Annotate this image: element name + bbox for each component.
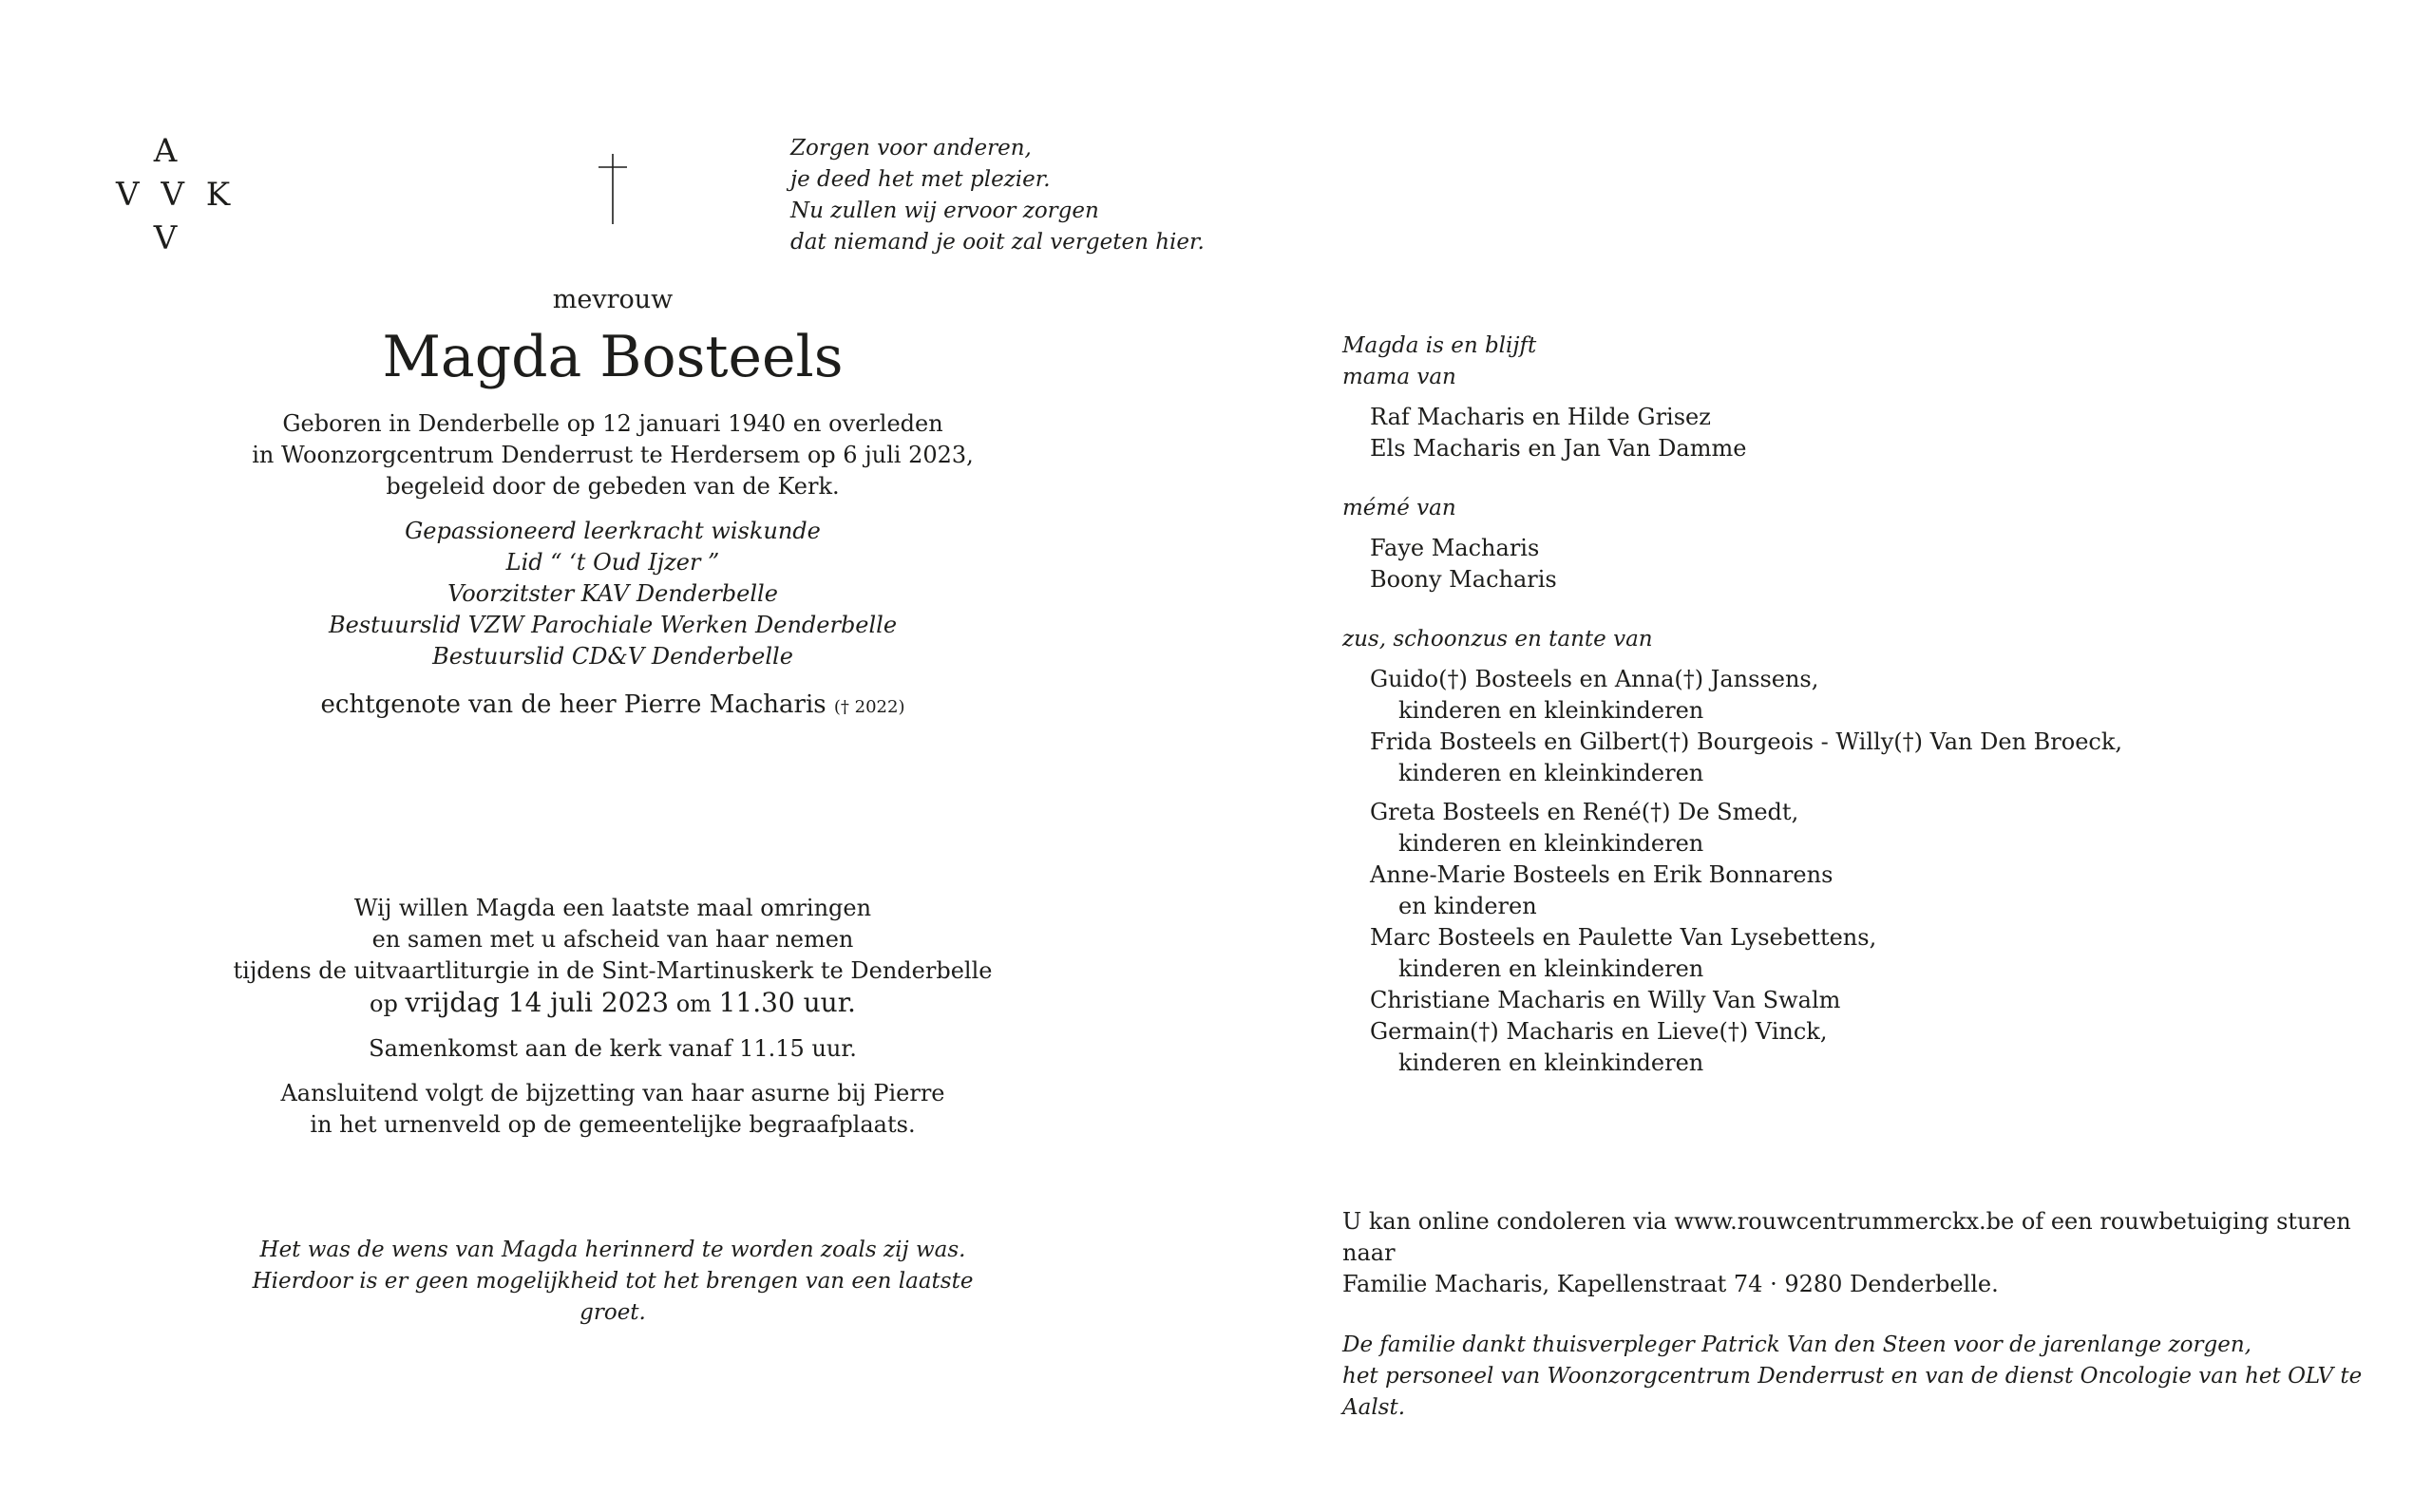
role-item: Lid “ ‘t Oud Ijzer ” [505,549,720,576]
siblings-heading: zus, schoonzus en tante van [1342,627,1653,652]
condolence-line [1342,1206,2406,1269]
birth-line: begeleid door de gebeden van de Kerk. [386,473,840,500]
sibling-item [1370,860,2397,922]
burial-text [228,1078,998,1141]
monogram-line-2: V V K [116,176,237,214]
poem [790,133,1205,258]
burial-line: Aansluitend volgt de bijzetting van haar asurne bij Pierre [280,1080,945,1106]
sibling-item [1370,664,2397,727]
role-item: Voorzitster KAV Denderbelle [447,580,778,607]
poem-line: Zorgen voor anderen, [790,136,1032,161]
burial-line: in het urnenveld op de gemeentelijke begraafplaats. [310,1111,916,1138]
wish-line: Hierdoor is er geen mogelijkheid tot het brengen van een laatste groet. [252,1269,974,1325]
role-item: Gepassioneerd leerkracht wiskunde [405,518,821,544]
date-prefix: op [370,991,398,1017]
condolence-suffix: of een rouwbetuiging sturen naar [1342,1208,2351,1266]
role-item: Bestuurslid VZW Parochiale Werken Denderbelle [328,612,898,638]
poem-line: Nu zullen wij ervoor zorgen [790,198,1099,223]
ceremony-section [228,893,998,1141]
sibling-sub: kinderen en kleinkinderen [1398,697,1704,724]
spouse-death-note: († 2022) [833,697,905,717]
ceremony-line: en samen met u afscheid van haar nemen [371,926,854,953]
monogram-line-1: A [153,132,183,170]
sibling-name: Christiane Macharis en Willy Van Swalm [1370,987,1841,1013]
spouse-line [228,688,998,725]
sibling-sub: kinderen en kleinkinderen [1398,955,1704,982]
sibling-name: Guido(†) Bosteels en Anna(†) Janssens, [1370,666,1819,692]
thanks-line: De familie dankt thuisverpleger Patrick Van den Steen voor de jarenlange zorgen, [1342,1332,2252,1357]
sibling-item [1370,985,2397,1016]
ceremony-time: 11.30 uur. [718,987,856,1018]
condolence-url-link[interactable]: www.rouwcentrummerckx.be [1674,1208,2015,1235]
child-item: Raf Macharis en Hilde Grisez [1370,404,1711,430]
ceremony-date: vrijdag 14 juli 2023 [405,987,670,1018]
wish-note [228,1235,998,1329]
sibling-name: Marc Bosteels en Paulette Van Lysebettens, [1370,924,1877,951]
poem-line: je deed het met plezier. [790,167,1051,192]
family-section [1342,331,2397,1079]
deceased-name: Magda Bosteels [382,324,844,390]
family-intro: Magda is en blijft [1342,333,1537,358]
cross-icon [589,152,636,228]
gathering-text: Samenkomst aan de kerk vanaf 11.15 uur. [369,1035,857,1062]
sibling-name: Anne-Marie Bosteels en Erik Bonnarens [1370,861,1834,888]
condolence-address: Familie Macharis, Kapellenstraat 74 · 9280 Denderbelle. [1342,1271,1999,1297]
deceased-section [228,281,998,725]
sibling-name: Germain(†) Macharis en Lieve(†) Vinck, [1370,1018,1828,1045]
salutation: mevrouw [552,285,674,314]
sibling-item [1370,1016,2397,1079]
grandchild-item: Faye Macharis [1370,535,1540,561]
time-prefix: om [675,991,712,1017]
siblings-list [1342,664,2397,1079]
sibling-item [1370,922,2397,985]
birth-line: Geboren in Denderbelle op 12 januari 1940 en overleden [282,410,943,437]
sibling-name: Greta Bosteels en René(†) De Smedt, [1370,799,1799,825]
sibling-sub: en kinderen [1398,893,1537,919]
sibling-sub: kinderen en kleinkinderen [1398,1049,1704,1076]
spouse-text: echtgenote van de heer Pierre Macharis [320,690,826,719]
thanks-line: het personeel van Woonzorgcentrum Denderrust en van de dienst Oncologie van het OLV te Aalst. [1342,1364,2363,1420]
sibling-sub: kinderen en kleinkinderen [1398,760,1704,786]
ceremony-datetime [228,987,998,1020]
sibling-item [1370,727,2397,789]
monogram-line-3: V [153,219,183,257]
mama-heading: mama van [1342,365,1456,389]
roles-list [228,516,998,672]
sibling-name: Frida Bosteels en Gilbert(†) Bourgeois - Willy(†) Van Den Broeck, [1370,728,2123,755]
poem-line: dat niemand je ooit zal vergeten hier. [790,230,1205,255]
condolence-note [1342,1206,2406,1300]
child-item: Els Macharis en Jan Van Damme [1370,435,1747,462]
birth-line: in Woonzorgcentrum Denderrust te Herdersem op 6 juli 2023, [252,442,974,468]
role-item: Bestuurslid CD&V Denderbelle [432,643,793,670]
birth-death-text [228,408,998,502]
monogram [116,129,237,260]
meme-heading: mémé van [1342,496,1456,520]
ceremony-line: tijdens de uitvaartliturgie in de Sint-Martinuskerk te Denderbelle [233,957,993,984]
children-list [1342,402,2397,464]
grandchildren-list [1342,533,2397,595]
sibling-sub: kinderen en kleinkinderen [1398,830,1704,857]
wish-line: Het was de wens van Magda herinnerd te worden zoals zij was. [259,1238,966,1262]
grandchild-item: Boony Macharis [1370,566,1557,593]
condolence-prefix: U kan online condoleren via [1342,1208,1667,1235]
thanks-note [1342,1330,2406,1424]
sibling-item [1370,797,2397,860]
ceremony-line: Wij willen Magda een laatste maal omringen [353,895,872,921]
